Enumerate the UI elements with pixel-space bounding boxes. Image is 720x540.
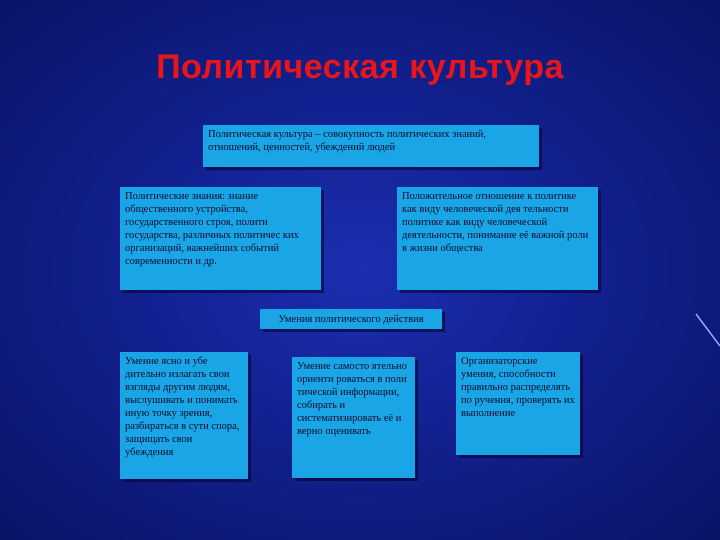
positive-attitude-box: Положительное отношение к политике как виду человеческой дея тельности политике как виду человеческой деятельности, понимание её важной роли в жизни общества — [397, 187, 598, 290]
skill-expression-box: Умение ясно и убе дительно излагать свои взгляды другим людям, выслушивать и понимать иную точку зрения, разбираться в сути спора, защищать свои убеждения — [120, 352, 248, 479]
skill-orientation-box: Умение самосто ятельно ориенти роваться в поли тической информации, собирать и систематизировать её и верно оценивать — [292, 357, 415, 478]
slide-title: Политическая культура — [156, 48, 564, 86]
decorative-line — [694, 310, 720, 350]
definition-box: Политическая культура – совокупность политических знаний, отношений, ценностей, убеждений людей — [203, 125, 539, 167]
political-action-skills-box: Умения политического действия — [260, 309, 442, 329]
political-knowledge-box: Политические знания: знание общественного устройства, государственного строя, полити государства, различных политичес ких организаций, важнейших событий современности и др. — [120, 187, 321, 290]
skill-organization-box: Организаторские умения, способности правильно распределять по ручения, проверять их выполнение — [456, 352, 580, 455]
